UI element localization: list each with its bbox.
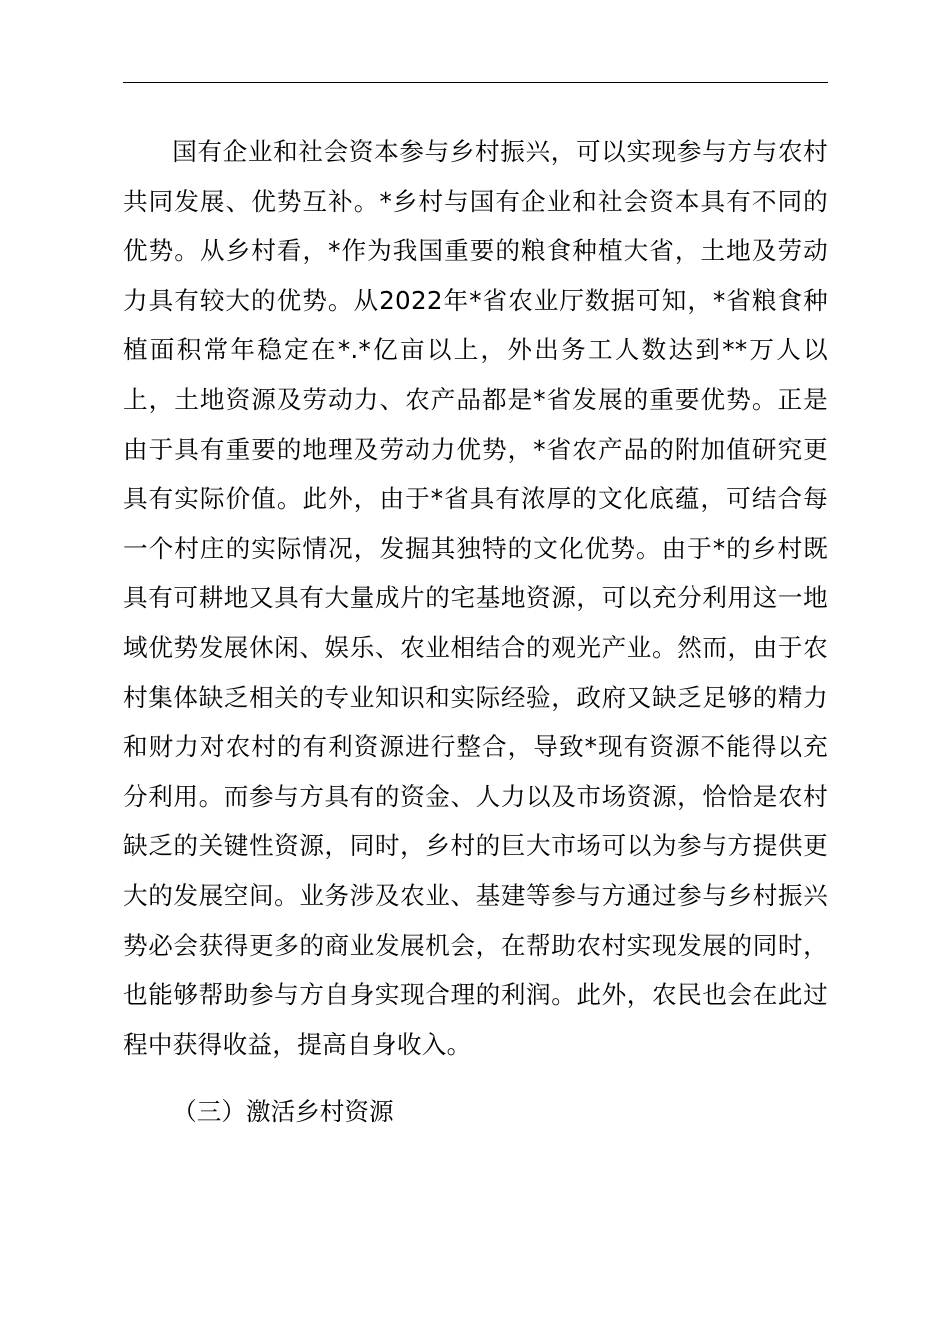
header-rule — [123, 82, 828, 83]
body-paragraph: 国有企业和社会资本参与乡村振兴，可以实现参与方与农村共同发展、优势互补。*乡村与国有企业和社会资本具有不同的优势。从乡村看，*作为我国重要的粮食种植大省，土地及劳动力具有较大的优势。从2022年*省农业厅数据可知，*省粮食种植面积常年稳定在*.*亿亩以上，外出务工人数达到**万人以上，土地资源及劳动力、农产品都是*省发展的重要优势。正是由于具有重要的地理及劳动力优势，*省农产品的附加值研究更具有实际价值。此外，由于*省具有浓厚的文化底蕴，可结合每一个村庄的实际情况，发掘其独特的文化优势。由于*的乡村既具有可耕地又具有大量成片的宅基地资源，可以充分利用这一地域优势发展休闲、娱乐、农业相结合的观光产业。然而，由于农村集体缺乏相关的专业知识和实际经验，政府又缺乏足够的精力和财力对农村的有利资源进行整合，导致*现有资源不能得以充分利用。而参与方具有的资金、人力以及市场资源，恰恰是农村缺乏的关键性资源，同时，乡村的巨大市场可以为参与方提供更大的发展空间。业务涉及农业、基建等参与方通过参与乡村振兴势必会获得更多的商业发展机会，在帮助农村实现发展的同时，也能够帮助参与方自身实现合理的利润。此外，农民也会在此过程中获得收益，提高自身收入。 — [123, 137, 828, 1059]
section-heading: （三）激活乡村资源 — [172, 1097, 394, 1126]
